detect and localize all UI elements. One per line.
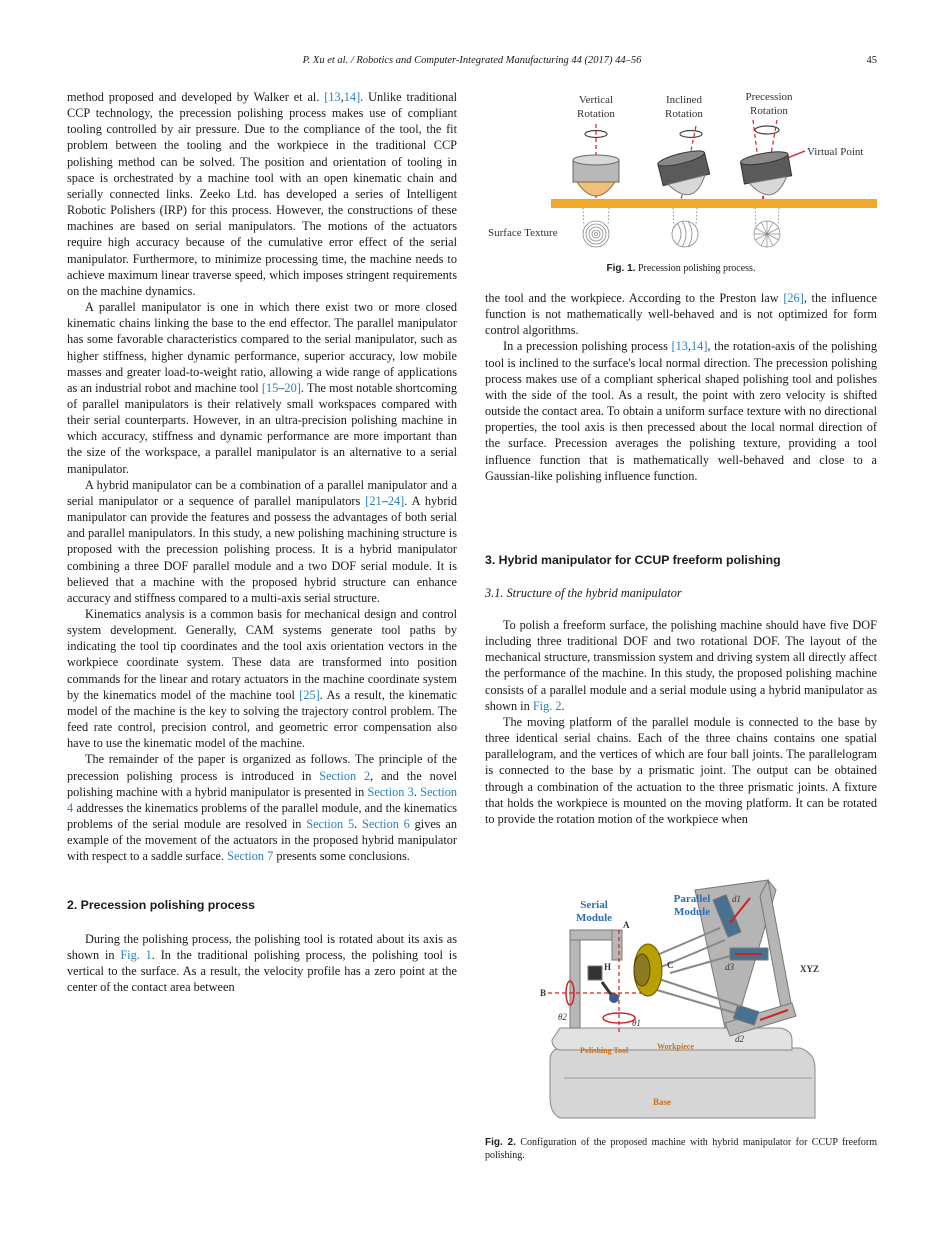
paragraph: method proposed and developed by Walker et al. [13,14]. Unlike traditional CCP technology, the precession polishing process makes use of compliant tooling controlled by air pressure. Due to the compliance of the tool, the fit problem between the tooling and the workpiece in the traditional CCP polishing method can be solved. The position and orientation of tooling in space is orchestrated by a machine tool with an open kinematic chain and serially connected links. Zeeko Ltd. has developed a series of Intelligent Robotic Polishers (IRP) for this process. However, the constructions of these machines are based on serial manipulators. The motions of the actuators require high accuracy because of the cumulative error effect of the serial manipulator. Furthermore, to minimize processing time, the machine needs to achieve maximum linear traverse speed, which imposes stringent requirements on the machine dynamics. — [67, 90, 457, 298]
fig2-label: Parallel — [673, 893, 711, 905]
paragraph: The moving platform of the parallel module is connected to the base by three identical serial chains. Each of the three chains contains one spatial parallelogram, and the vertices of which are four ball joints. The parallelogram is connected to the base by a prismatic joint. The output can be obtained through a combination of the actuation to the three prismatic joints. A fixture that holds the workpiece is mounted on the moving platform. It can be rotated to provide the rotation motion of the workpiece when — [485, 714, 877, 826]
fig2-label: d2 — [735, 1034, 744, 1044]
page-number: 45 — [866, 55, 877, 66]
fig1-label: Virtual Point — [807, 146, 864, 158]
citation-link[interactable]: [25] — [299, 687, 320, 702]
paragraph: To polish a freeform surface, the polishing machine should have five DOF including three traditional DOF and two rotational DOF. The layout of the mechanical structure, transmission system and driving system all directly affect the performance of the machine. In this study, the proposed polishing machine consists of a parallel module and a serial module using a hybrid manipulator as shown in Fig. 2. — [485, 618, 877, 713]
fig2-label: XYZ — [800, 964, 820, 974]
texture-uniform — [754, 221, 780, 247]
figure-2-illustration — [530, 878, 830, 1128]
fig2-label: H — [604, 962, 612, 972]
fig2-label: d3 — [725, 962, 734, 972]
section-heading: 3. Hybrid manipulator for CCUP freeform polishing — [485, 553, 781, 567]
projection-lines — [583, 208, 779, 226]
fig2-label: Workpiece — [657, 1042, 694, 1051]
citation-link[interactable]: [13 — [671, 339, 688, 354]
section-link[interactable]: Section 7 — [227, 849, 274, 864]
right-column-bottom — [485, 617, 877, 827]
citation-link[interactable]: [26] — [783, 291, 804, 305]
vertical-tool — [573, 155, 619, 196]
figure-2-caption: Fig. 2. Configuration of the proposed machine with hybrid manipulator for CCUP freeform polishing. — [485, 1137, 877, 1161]
section-heading: 2. Precession polishing process — [67, 897, 255, 912]
rotation-arrow-icon — [585, 126, 779, 138]
fig1-label: Precession — [745, 91, 793, 103]
paragraph: A parallel manipulator is one in which there exist two or more closed kinematic chains linking the base to the end effector. The parallel manipulator has some favorable characteristics compared to the serial manipulator, such as higher stiffness, higher dynamic performance, superior accuracy, low mobile masses and greater load-to-weight ratio, allowing a wide range of applications as an industrial robot and machine tool [15–20]. The most notable shortcoming of parallel manipulators is their relatively small workspaces compared with their serial counterparts. However, in an ultra-precision polishing machine in which accuracy, stiffness and dynamic performance are more important than the size of the workspace, a parallel manipulator is an alternative to a serial manipulator. — [67, 300, 457, 476]
fig2-label: Module — [673, 906, 711, 918]
citation-link[interactable]: 14] — [343, 90, 361, 104]
fig2-label: Module — [575, 912, 613, 924]
right-column-top — [485, 290, 877, 484]
inclined-tool — [657, 148, 714, 200]
fig1-label: Rotation — [665, 108, 703, 120]
fig1-label: Rotation — [577, 108, 615, 120]
figure-link[interactable]: Fig. 2 — [532, 698, 562, 713]
fig2-label: Base — [653, 1097, 671, 1107]
fig1-label: Inclined — [665, 94, 703, 106]
paragraph: In a precession polishing process [13,14], the rotation-axis of the polishing tool is inclined to the surface's local normal direction. The precession polishing process makes use of a compliant spherical shaped polishing tool and polishes with the side of the tool. As a result, the point with zero velocity is shifted outside the contact area. To obtain a uniform surface texture with no directional properties, the tool axis is then precessed about the local normal direction of the surface. Precession averages the polishing texture, providing a tool influence function that is mathematically well-behaved and close to a Gaussian-like polishing influence function. — [485, 339, 877, 483]
fig2-label: A — [623, 920, 630, 930]
paragraph: A hybrid manipulator can be a combination of a parallel manipulator and a serial manipulator or a sequence of parallel manipulators [21–24]. A hybrid manipulator can provide the features and possess the advantages of both serial and parallel manipulators. In this study, a new polishing machining structure is proposed with the precession polishing process. It is a hybrid manipulator combining a three DOF parallel module and a two DOF serial module. It is believed that a machine with the proposed hybrid structure can enhance accuracy and stiffness compared to a multi-axis serial structure. — [67, 477, 457, 605]
paragraph: the tool and the workpiece. According to the Preston law [26], the influence function is not mathematically well-behaved and is not optimized for form control algorithms. — [485, 291, 877, 338]
fig1-label: Surface Texture — [488, 227, 558, 239]
running-title: P. Xu et al. / Robotics and Computer-Integrated Manufacturing 44 (2017) 44–56 — [302, 55, 642, 66]
texture-directional — [672, 221, 698, 247]
fig1-label: Rotation — [750, 105, 788, 117]
fig2-label: θ1 — [632, 1018, 641, 1028]
fig2-label: C — [667, 960, 674, 970]
subsection-heading: 3.1. Structure of the hybrid manipulator — [485, 586, 682, 600]
citation-link[interactable]: 20] — [284, 380, 301, 395]
paragraph: Kinematics analysis is a common basis for mechanical design and control system development. Generally, CAM systems generate tool paths by indicating the tool tip coordinates and the tool axis orientation vectors in the workpiece coordinate system. These data are transformed into position commands for the linear and rotary actuators in the machine coordinate system by the kinematics model of the machine tool [25]. As a result, the kinematic model of the machine is the key to solving the trajectory control problem. The feed rate control, precision control, and geometric error compensation also have to use the kinematic model of the machine. — [67, 607, 458, 751]
figure-1-caption: Fig. 1. Precession polishing process. — [606, 263, 756, 274]
section-link[interactable]: Section 2 — [319, 768, 371, 783]
texture-concentric — [583, 221, 609, 247]
figure-1-illustration — [485, 88, 877, 260]
fig2-label: Polishing Tool — [580, 1046, 629, 1055]
citation-link[interactable]: [21 — [365, 493, 382, 508]
citation-link[interactable]: [15 — [261, 380, 279, 395]
precession-tool — [740, 149, 795, 199]
paragraph: The remainder of the paper is organized as follows. The principle of the precession polishing process is introduced in Section 2, and the novel polishing machine with a hybrid manipulator is presented in Section 3. Section 4 addresses the kinematics problems of the parallel module, and the kinematics problems of the serial module are resolved in Section 5. Section 6 gives an example of the movement of the actuators in the proposed hybrid manipulator with respect to a saddle surface. Section 7 presents some conclusions. — [67, 752, 458, 864]
paragraph: During the polishing process, the polishing tool is rotated about its axis as shown in Fig. 1. In the traditional polishing process, the polishing tool is vertical to the surface. As a result, the velocity profile has a zero point at the center of the contact area between — [67, 931, 458, 995]
citation-link[interactable]: 24] — [387, 493, 405, 508]
fig2-label: B — [540, 988, 547, 998]
fig2-label: Serial — [580, 899, 608, 911]
left-column — [67, 89, 457, 995]
citation-link[interactable]: 14] — [691, 339, 708, 354]
fig2-label: d1 — [732, 894, 741, 904]
workpiece-bar — [551, 199, 877, 208]
figure-link[interactable]: Fig. 1 — [120, 947, 152, 962]
section-link[interactable]: Section 4 — [67, 784, 458, 815]
fig2-label: θ2 — [558, 1012, 567, 1022]
moving-platform — [634, 944, 662, 996]
fig1-label: Vertical — [578, 94, 614, 106]
section-link[interactable]: Section 5 — [306, 817, 355, 832]
section-link[interactable]: Section 3 — [367, 784, 414, 799]
citation-link[interactable]: [13 — [324, 90, 341, 104]
running-header — [67, 55, 877, 71]
section-link[interactable]: Section 6 — [361, 817, 410, 832]
